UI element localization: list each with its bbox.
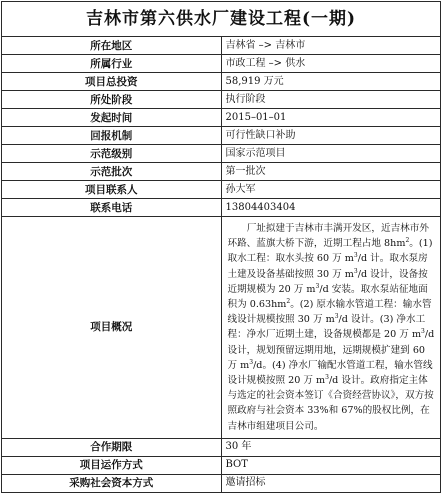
overview-label: 项目概况	[2, 217, 222, 439]
table-row	[2, 109, 441, 127]
operation-mode-value: BOT	[221, 456, 441, 474]
procurement-method-label: 采购社会资本方式	[2, 474, 222, 492]
project-info-table	[1, 1, 441, 493]
table-row	[2, 438, 441, 456]
contact-person-label: 项目联系人	[2, 181, 222, 199]
phone-value: 13804403404	[221, 199, 441, 217]
table-row	[2, 181, 441, 199]
phone-label: 联系电话	[2, 199, 222, 217]
operation-mode-label: 项目运作方式	[2, 456, 222, 474]
table-row	[2, 73, 441, 91]
table-row	[2, 127, 441, 145]
demo-level-value: 国家示范项目	[221, 145, 441, 163]
region-label: 所在地区	[2, 37, 222, 55]
total-investment-value: 58,919 万元	[221, 73, 441, 91]
table-row	[2, 456, 441, 474]
table-row	[2, 199, 441, 217]
start-date-value: 2015–01–01	[221, 109, 441, 127]
demo-level-label: 示范级别	[2, 145, 222, 163]
start-date-label: 发起时间	[2, 109, 222, 127]
contact-person-value: 孙大军	[221, 181, 441, 199]
demo-batch-label: 示范批次	[2, 163, 222, 181]
industry-value: 市政工程 –> 供水	[221, 55, 441, 73]
table-row	[2, 55, 441, 73]
return-mechanism-label: 回报机制	[2, 127, 222, 145]
stage-value: 执行阶段	[221, 91, 441, 109]
region-value: 吉林省 –> 吉林市	[221, 37, 441, 55]
page-title: 吉林市第六供水厂建设工程(一期)	[2, 2, 441, 37]
table-row	[2, 474, 441, 492]
table-row	[2, 217, 441, 439]
table-row	[2, 163, 441, 181]
industry-label: 所属行业	[2, 55, 222, 73]
overview-text: 厂址拟建于吉林市丰满开发区，近吉林市外环路、蓝旗大桥下游，近期工程占地 $8hm^2$。(1) 取水工程：取水头按 60 万 $m^3/d$ 计。取水泵房土建及设备基础按照 30 万 $m^3/d$ 设计，设备按近期规模为 20 万 $m^3/d$ 安装。取水泵站征地面积为 $0.63hm^2$。(2) 原水输水管道工程：输水管线设计规模按照 30 万 $m^3/d$ 设计。(3) 净水工程：净水厂近期土建，设备规模都是 20 万 $m^3/d$ 设计，规划预留远期用地，远期规模扩建到 60 万 $m^3/d$。(4) 净水厂输配水管道工程，输水管线设计规模按照 20 万 $m^3/d$ 设计。政府指定主体与选定的社会资本签订《合资经营协议》，双方按照政府与社会资本 33%和 67%的股权比例，在吉林市组建项目公司。	[221, 217, 441, 439]
table-row	[2, 91, 441, 109]
cooperation-term-label: 合作期限	[2, 438, 222, 456]
total-investment-label: 项目总投资	[2, 73, 222, 91]
procurement-method-value: 邀请招标	[221, 474, 441, 492]
table-row	[2, 37, 441, 55]
cooperation-term-value: 30 年	[221, 438, 441, 456]
return-mechanism-value: 可行性缺口补助	[221, 127, 441, 145]
table-row	[2, 145, 441, 163]
demo-batch-value: 第一批次	[221, 163, 441, 181]
stage-label: 所处阶段	[2, 91, 222, 109]
